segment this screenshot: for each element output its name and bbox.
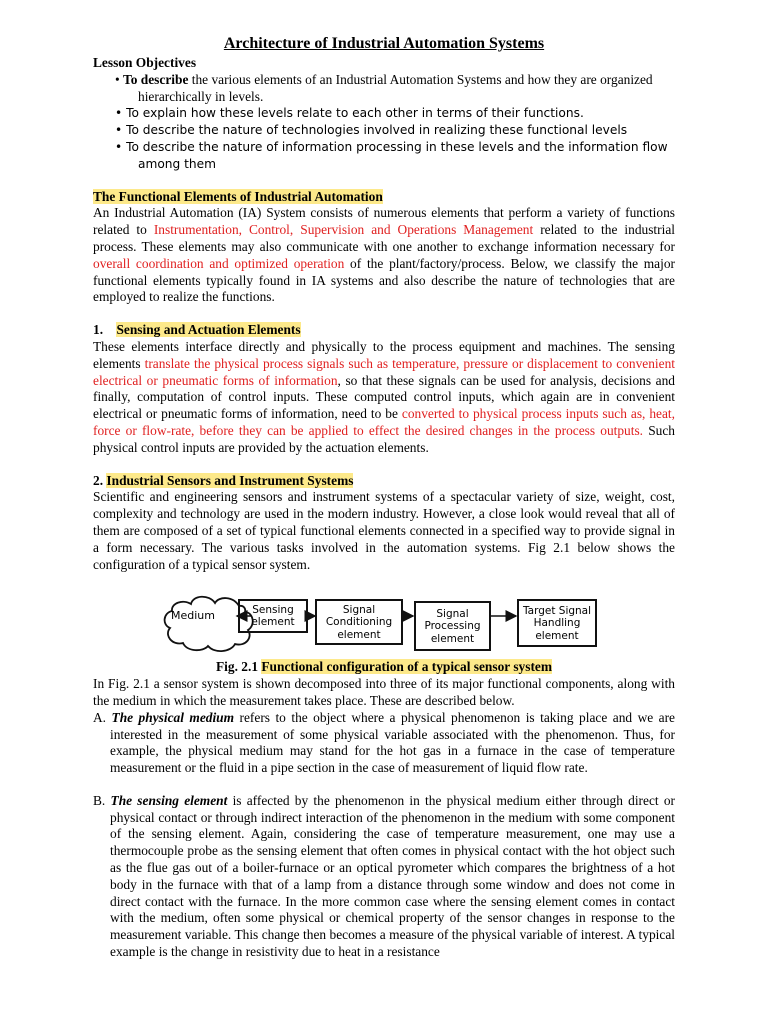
objective-item: • To explain how these levels relate to each other in terms of their functions. [115,106,584,121]
figure-caption: Fig. 2.1 Functional configuration of a typical sensor system [215,659,552,675]
objective-item: • To describe the various elements of an Industrial Automation Systems and how they are organized hierarchically in levels. [115,71,653,104]
sensors-paragraph: Scientific and engineering sensors and instrument systems of a spectacular variety of size, weight, cost, complexity and technology are used in the modern industry. However, a close look would reveal that all of them are composed of a set of typical functional elements connected in a specified way to provide signal in a form necessary. The various tasks involved in the automation systems. Fig 2.1 below shows the configuration of a typical sensor system. [93,489,675,572]
figure-description: In Fig. 2.1 a sensor system is shown decomposed into three of its major functional components, along with the medium in which the measurement takes place. These are described below. [93,676,675,708]
target-signal-box: Target Signal Handling element [517,599,597,647]
functional-heading: The Functional Elements of Industrial Automation [93,188,383,204]
medium-label: Medium [171,609,215,623]
page-title: Architecture of Industrial Automation Systems [223,35,545,52]
objective-item: • To describe the nature of technologies involved in realizing these functional levels [115,123,628,138]
sensing-paragraph: These elements interface directly and physically to the process equipment and machines. The sensing elements translate the physical process signals such as temperature, pressure or displacement to convenient electrical or pneumatic forms of information, so that these signals can be used for analysis, decisions and finally, computation of control inputs. These computed control inputs, which again are in convenient electrical or pneumatic forms of information, need to be converted to physical process inputs such as, heat, force or flow-rate, before they can be applied to effect the desired changes in the process outputs. Such physical control inputs are provided by the actuation elements. [93,338,675,455]
document-page [93,34,675,961]
sensors-heading: Industrial Sensors and Instrument Systems [106,472,354,488]
item-sensing-element: B. The sensing element is affected by the phenomenon in the physical medium either through direct or physical contact or through indirect interaction of the phenomenon in the medium with some component of the sensing element. Again, considering the case of temperature measurement, one may use a thermocouple probe as the sensing element that often comes in physical contact with the hot object such as the flue gas out of a boiler-furnace or an optical pyrometer which compares the brightness of a hot body in the furnace with that of a lamp from a distance through some window and does not come in direct contact with the furnace. In the more common case where the sensing element comes in contact with the medium, often some physical or chemical property of the sensor changes in response to the measurement variable. This change then becomes a measure of the physical variable of interest. A typical example is the change in resistivity due to heat in a resistance [93,792,676,960]
functional-paragraph: An Industrial Automation (IA) System consists of numerous elements that perform a variety of functions related to Instrumentation, Control, Supervision and Operations Management related to the industrial process. These elements may also communicate with one another to exchange information necessary for overall coordination and optimized operation of the plant/factory/process. Below, we classify the major functional elements typically found in IA systems and also describe the nature of technologies that are employed to realize the functions. [93,205,676,305]
section-number: 1. [93,322,104,338]
sensing-section [93,322,675,456]
objectives-heading: Lesson Objectives [93,55,197,70]
sensing-element-box: Sensing element [238,599,308,633]
functional-section [93,189,675,307]
objectives-list [93,72,675,173]
item-physical-medium: A. The physical medium refers to the object where a physical phenomenon is taking place and we are interested in the measurement of some physical variable associated with the phenomenon. Thus, for example, the physical medium may stand for the hot gas in a furnace in the case of temperature measurement or the fluid in a pipe section in the case of measurement of liquid flow rate. [93,709,675,776]
sensors-section [93,473,675,574]
objective-item: • To describe the nature of information processing in these levels and the information flow among them [115,139,668,171]
signal-processing-box: Signal Processing element [414,601,491,651]
signal-conditioning-box: Signal Conditioning element [315,599,403,645]
figure-diagram [93,589,675,653]
sensing-heading: Sensing and Actuation Elements [116,322,301,338]
section-number: 2. [93,472,104,488]
